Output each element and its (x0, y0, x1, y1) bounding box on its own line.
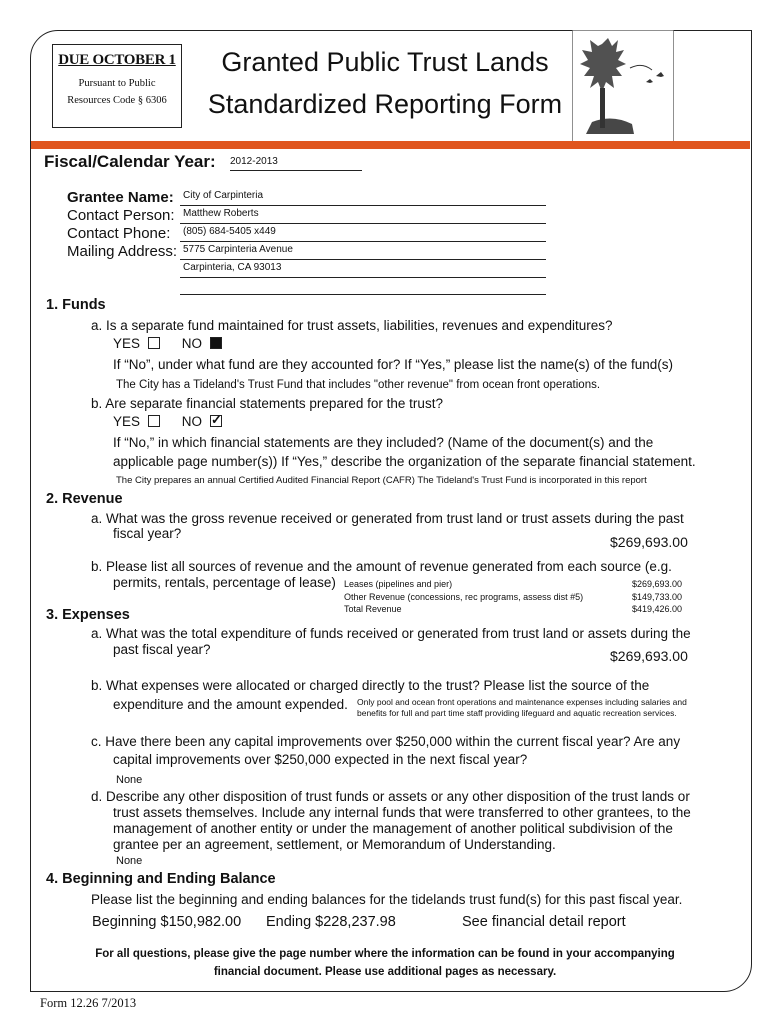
funds-b-yes-checkbox[interactable] (148, 415, 160, 427)
expenses-question-a-1: a. What was the total expenditure of funds received or generated from trust land or assets during the (91, 626, 691, 641)
funds-question-a: a. Is a separate fund maintained for trust assets, liabilities, revenues and expenditures? (91, 318, 613, 333)
expenses-c-answer[interactable]: None (116, 774, 143, 786)
funds-a-yes-label: YES (113, 336, 141, 351)
revenue-source-label[interactable]: Leases (pipelines and pier) (344, 579, 453, 589)
contact-person-label: Contact Person: (67, 207, 175, 224)
funds-b-no-label: NO (181, 414, 203, 429)
instructions-line-1: For all questions, please give the page number where the information can be found in your accompanying (95, 948, 675, 960)
expenses-question-b-1: b. What expenses were allocated or charged directly to the trust? Please list the source of the (91, 678, 650, 693)
instructions-line-2: financial document. Please use additional pages as necessary. (213, 966, 557, 978)
expenses-question-c-2: capital improvements over $250,000 expected in the next fiscal year? (113, 752, 528, 767)
expenses-question-c-1: c. Have there been any capital improvements over $250,000 within the current fiscal year? Are any (91, 734, 681, 749)
instructions-footer (40, 945, 730, 981)
funds-a-no-label: NO (181, 336, 203, 351)
expenses-d-answer[interactable]: None (116, 855, 143, 867)
grantee-name-label: Grantee Name: (67, 189, 174, 206)
revenue-a-amount[interactable]: $269,693.00 (610, 534, 688, 550)
due-date-box (52, 44, 182, 128)
due-date-title: DUE OCTOBER 1 (58, 52, 176, 68)
form-number: Form 12.26 7/2013 (40, 996, 137, 1010)
revenue-source-label[interactable]: Total Revenue (344, 604, 402, 614)
fiscal-year-label: Fiscal/Calendar Year: (44, 152, 216, 171)
expenses-b-answer-1[interactable]: Only pool and ocean front operations and maintenance expenses including salaries and (357, 697, 687, 707)
contact-phone-field[interactable]: (805) 684-5405 x449 (180, 226, 546, 242)
funds-a-yes-checkbox[interactable] (148, 337, 160, 349)
section-balance-heading: 4. Beginning and Ending Balance (46, 871, 276, 887)
revenue-source-amount[interactable]: $149,733.00 (632, 592, 683, 602)
form-title-line-2: Standardized Reporting Form (207, 89, 563, 119)
state-lands-logo (572, 30, 674, 142)
funds-question-b: b. Are separate financial statements prepared for the trust? (91, 396, 443, 411)
contact-phone-label: Contact Phone: (67, 225, 171, 242)
mailing-address-field-2[interactable]: Carpinteria, CA 93013 (180, 262, 546, 278)
due-date-citation-1: Pursuant to Public (78, 78, 156, 89)
section-expenses-heading: 3. Expenses (46, 607, 130, 623)
revenue-question-b-1: b. Please list all sources of revenue and the amount of revenue generated from each source (e.g. (91, 559, 672, 574)
expenses-question-d-1: d. Describe any other disposition of trust funds or assets or any other disposition of the trust lands or (91, 789, 690, 804)
signature-line[interactable] (200, 991, 576, 992)
expenses-a-amount[interactable]: $269,693.00 (610, 648, 688, 664)
funds-b-yes-label: YES (113, 414, 141, 429)
revenue-question-b-2: permits, rentals, percentage of lease) (113, 575, 336, 590)
balance-note[interactable]: See financial detail report (462, 914, 626, 930)
mailing-address-label: Mailing Address: (67, 243, 178, 260)
funds-a-follow-up: If “No”, under what fund are they accounted for? If “Yes,” please list the name(s) of the fund(s) (113, 357, 674, 372)
funds-b-follow-up-2: applicable page number(s)) If “Yes,” describe the organization of the separate financial statement. (113, 454, 696, 469)
funds-b-options (113, 413, 222, 431)
revenue-question-a-2: fiscal year? (113, 526, 182, 541)
expenses-b-answer-2[interactable]: benefits for full and part time staff providing lifeguard and aquatic recreation services. (357, 708, 677, 718)
funds-a-options (113, 335, 222, 353)
funds-b-answer[interactable]: The City prepares an annual Certified Audited Financial Report (CAFR) The Tideland's Trust Fund is incorporated in this report (116, 475, 647, 486)
contact-person-field[interactable]: Matthew Roberts (180, 208, 546, 224)
section-funds-heading: 1. Funds (46, 297, 106, 313)
revenue-source-amount[interactable]: $269,693.00 (632, 579, 683, 589)
funds-a-answer[interactable]: The City has a Tideland's Trust Fund that includes "other revenue" from ocean front operations. (116, 379, 601, 391)
expenses-question-d-2: trust assets themselves. Include any internal funds that were transferred to other grantees, to the (113, 805, 691, 820)
mailing-address-field-1[interactable]: 5775 Carpinteria Avenue (180, 244, 546, 260)
funds-b-follow-up-1: If “No,” in which financial statements are they included? (Name of the document(s) and the (113, 435, 654, 450)
funds-b-no-checkbox[interactable] (210, 415, 222, 427)
grantee-name-field[interactable]: City of Carpinteria (180, 190, 546, 206)
revenue-question-a-1: a. What was the gross revenue received or generated from trust land or trust assets during the past (91, 511, 684, 526)
expenses-question-a-2: past fiscal year? (113, 642, 211, 657)
fiscal-year-field[interactable]: 2012-2013 (230, 156, 362, 171)
mailing-address-field-3[interactable] (180, 279, 546, 295)
expenses-question-b-2: expenditure and the amount expended. (113, 697, 348, 712)
due-date-citation-2: Resources Code § 6306 (67, 95, 167, 106)
funds-a-no-checkbox[interactable] (210, 337, 222, 349)
form-title-line-1: Granted Public Trust Lands (221, 47, 549, 77)
balance-prompt: Please list the beginning and ending balances for the tidelands trust fund(s) for this past fiscal year. (91, 892, 683, 907)
expenses-question-d-3: management of another entity or under the management of another political subdivision of the (113, 821, 673, 836)
expenses-question-d-4: grantee per an agreement, settlement, or Memorandum of Understanding. (113, 837, 556, 852)
revenue-source-amount[interactable]: $419,426.00 (632, 604, 683, 614)
ending-balance[interactable]: Ending $228,237.98 (266, 914, 396, 930)
beginning-balance[interactable]: Beginning $150,982.00 (92, 914, 242, 930)
section-revenue-heading: 2. Revenue (46, 491, 123, 507)
header-accent-bar (31, 141, 750, 149)
revenue-source-label[interactable]: Other Revenue (concessions, rec programs, assess dist #5) (344, 592, 584, 602)
